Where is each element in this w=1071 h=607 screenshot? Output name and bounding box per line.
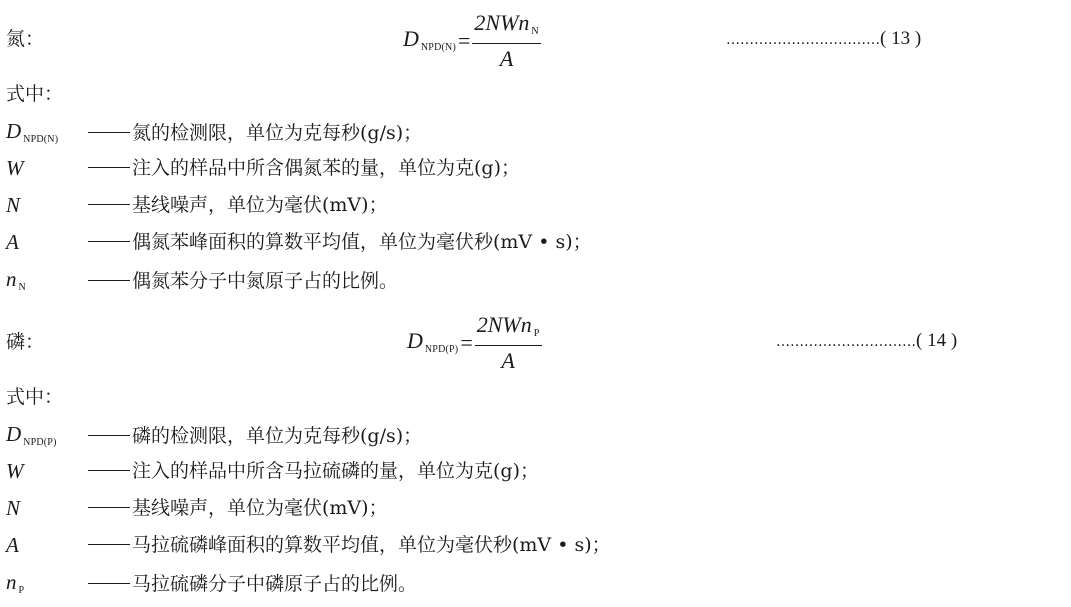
def-symbol: n [6, 267, 17, 291]
eq-number: ( 13 ) [880, 28, 922, 49]
leader-dots: …………………………… [726, 32, 880, 48]
fraction [475, 312, 542, 374]
def-text: 氮的检测限，单位为克每秒(g/s)； [132, 122, 423, 144]
em-dash [88, 241, 130, 242]
lhs-subscript: NPD(P) [424, 343, 459, 355]
lhs-symbol: D [403, 25, 419, 51]
definition-row [6, 569, 417, 599]
lhs-subscript: NPD(N) [420, 41, 456, 53]
definition-row [6, 266, 398, 296]
eq-number: ( 14 ) [916, 330, 958, 351]
definition-row [6, 532, 611, 558]
formula-lhs [407, 328, 458, 359]
em-dash [88, 204, 130, 205]
em-dash [88, 280, 130, 281]
formula-lhs [403, 26, 456, 57]
def-symbol: W [6, 459, 24, 483]
em-dash [88, 470, 130, 471]
def-text: 马拉硫磷峰面积的算数平均值，单位为毫伏秒(mV • s)； [132, 534, 611, 556]
numerator [475, 312, 542, 346]
em-dash [88, 583, 130, 584]
def-symbol: W [6, 156, 24, 180]
em-dash [88, 132, 130, 133]
def-symbol: N [6, 496, 21, 520]
def-symbol: D [6, 422, 22, 446]
denominator: A [501, 348, 515, 373]
em-dash [88, 507, 130, 508]
def-text: 偶氮苯峰面积的算数平均值，单位为毫伏秒(mV • s)； [132, 231, 592, 253]
phosphorus-label: 磷： [6, 331, 45, 353]
def-text: 基线噪声，单位为毫伏(mV)； [132, 194, 388, 216]
def-symbol: D [6, 119, 22, 143]
definition-row [6, 458, 539, 484]
definition-row [6, 118, 422, 148]
leader-dots: ………………………… [776, 334, 916, 350]
denominator: A [499, 46, 514, 71]
em-dash [88, 435, 130, 436]
def-text: 注入的样品中所含马拉硫磷的量，单位为克(g)； [132, 460, 539, 482]
def-text: 偶氮苯分子中氮原子占的比例。 [132, 270, 399, 292]
def-text: 磷的检测限，单位为克每秒(g/s)； [132, 425, 423, 447]
def-symbol-subscript: P [18, 585, 25, 596]
where-heading-1: 式中： [6, 83, 64, 105]
equals-sign: = [460, 330, 473, 355]
definition-row [6, 229, 592, 255]
def-symbol: A [6, 533, 19, 557]
def-symbol-subscript: N [18, 282, 26, 293]
numerator-text: 2NWn [476, 312, 532, 337]
where-heading-2: 式中： [6, 386, 64, 408]
definition-row [6, 421, 422, 451]
numerator [472, 10, 540, 44]
em-dash [88, 544, 130, 545]
def-text: 基线噪声，单位为毫伏(mV)； [132, 497, 388, 519]
formula-13 [403, 10, 541, 72]
def-symbol-subscript: NPD(P) [23, 437, 57, 448]
numerator-subscript: P [533, 328, 540, 339]
equation-number-14 [776, 330, 957, 352]
definition-row [6, 155, 520, 181]
nitrogen-label: 氮： [6, 28, 45, 50]
def-symbol: A [6, 230, 19, 254]
numerator-subscript: N [531, 26, 539, 37]
em-dash [88, 167, 130, 168]
numerator-text: 2NWn [474, 10, 530, 35]
equals-sign: = [457, 28, 471, 53]
def-symbol: N [6, 193, 21, 217]
formula-14 [407, 312, 542, 374]
lhs-symbol: D [407, 327, 423, 353]
def-text: 马拉硫磷分子中磷原子占的比例。 [132, 573, 418, 595]
def-symbol-subscript: NPD(N) [23, 134, 59, 145]
definition-row [6, 495, 388, 521]
def-symbol: n [6, 570, 17, 594]
definition-row [6, 192, 388, 218]
equation-number-13 [726, 28, 921, 50]
fraction [472, 10, 540, 72]
def-text: 注入的样品中所含偶氮苯的量，单位为克(g)； [132, 157, 520, 179]
